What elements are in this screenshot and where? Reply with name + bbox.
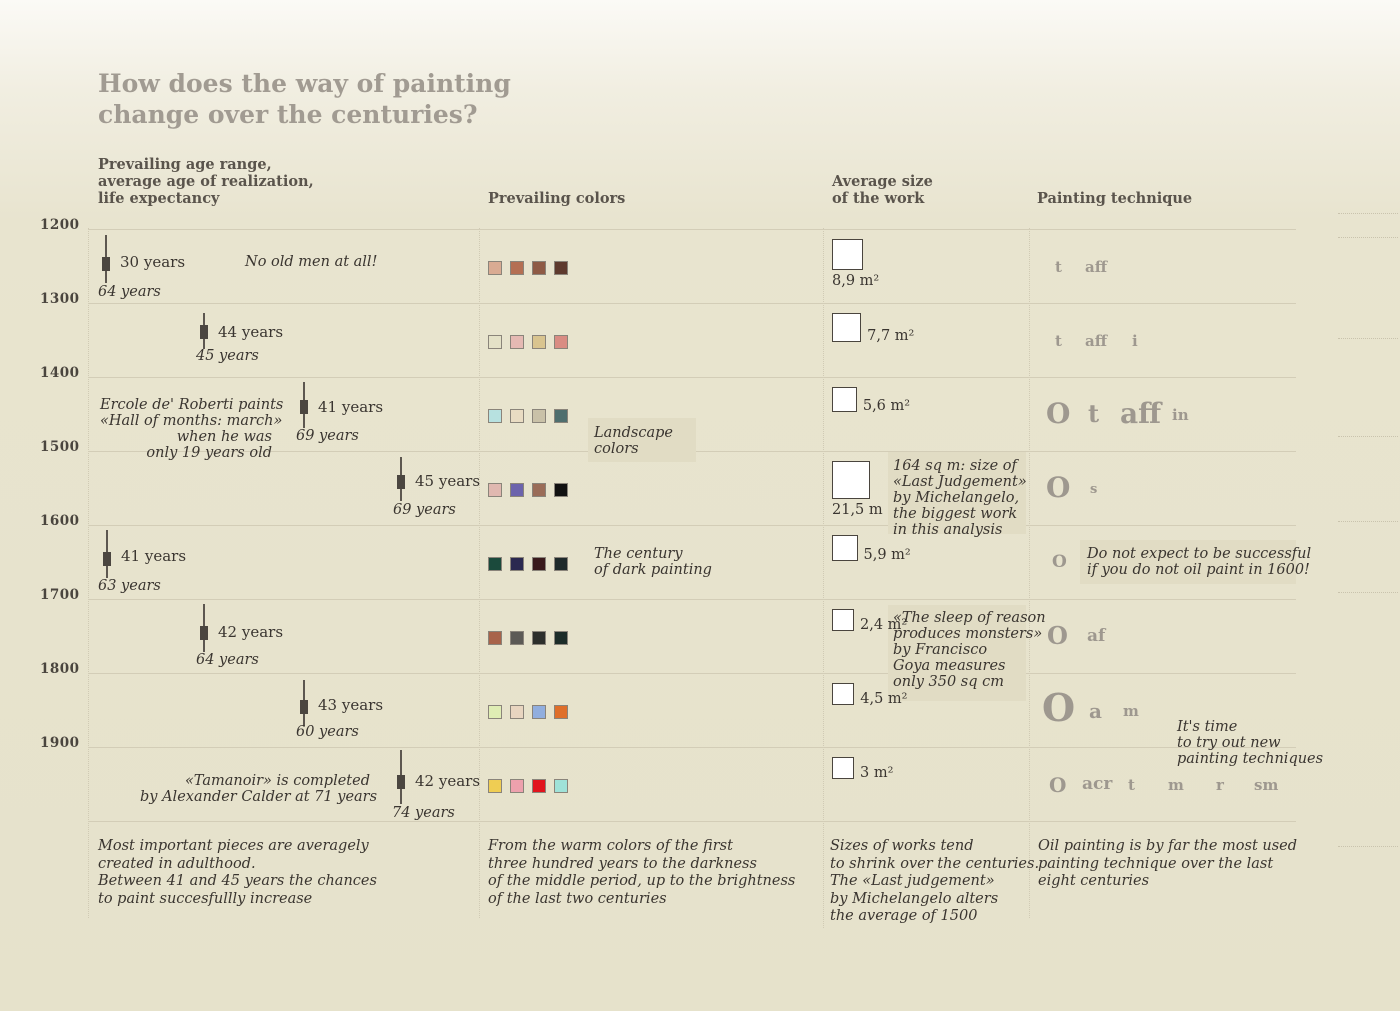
life-expectancy-label: 60 years xyxy=(296,724,359,740)
footer-line: eight centuries xyxy=(1038,873,1150,889)
footer-line: Oil painting is by far the most used xyxy=(1038,838,1298,854)
column-header-technique xyxy=(1037,190,1192,207)
margin-rule xyxy=(1338,213,1398,214)
technique-glyph: O xyxy=(1046,396,1071,430)
color-swatch xyxy=(554,631,568,645)
column-divider xyxy=(479,228,480,918)
age-label: 42 years xyxy=(218,623,284,641)
column-header-age-line: Prevailing age range, xyxy=(98,156,272,173)
technique-glyph: r xyxy=(1216,775,1224,794)
technique-glyph: t xyxy=(1055,331,1062,350)
color-swatch xyxy=(532,705,546,719)
color-swatch xyxy=(510,705,524,719)
life-expectancy-label: 74 years xyxy=(392,805,455,821)
age-range-whisker xyxy=(400,457,402,501)
row-separator xyxy=(88,525,1296,526)
color-swatch xyxy=(532,261,546,275)
annotation-line: only 19 years old xyxy=(146,445,272,461)
annotation-line: 164 sq m: size of xyxy=(893,458,1017,474)
footer-line: created in adulthood. xyxy=(98,855,256,872)
column-header-colors-line: Prevailing colors xyxy=(488,190,626,207)
color-swatch xyxy=(532,335,546,349)
color-swatch xyxy=(532,631,546,645)
color-swatch xyxy=(488,335,502,349)
row-separator xyxy=(88,747,1296,748)
year-tick: 1600 xyxy=(40,513,80,529)
age-label: 44 years xyxy=(218,323,284,341)
column-divider xyxy=(823,228,824,928)
footer-age xyxy=(98,838,377,908)
annotation-line: «The sleep of reason xyxy=(893,610,1046,626)
annotation-line: when he was xyxy=(176,429,272,445)
size-box xyxy=(832,387,857,412)
annotation-line: produces monsters» xyxy=(893,626,1043,642)
column-header-age xyxy=(98,156,314,207)
technique-glyph: in xyxy=(1172,405,1189,424)
footer-line: by Michelangelo alters xyxy=(830,890,999,907)
annotation-line: if you do not oil paint in 1600! xyxy=(1087,562,1310,578)
footer-line: From the warm colors of the first xyxy=(488,838,733,854)
color-swatch xyxy=(554,261,568,275)
size-label: 2,4 m² xyxy=(860,617,908,633)
margin-rule xyxy=(1338,521,1398,522)
technique-glyph: O xyxy=(1049,772,1067,797)
annotation-line: painting techniques xyxy=(1177,751,1324,767)
technique-glyph: af xyxy=(1087,626,1106,647)
footer-line: three hundred years to the darkness xyxy=(488,855,757,872)
annotation-line: by Alexander Calder at 71 years xyxy=(140,789,378,805)
color-swatch xyxy=(554,409,568,423)
year-tick: 1800 xyxy=(40,661,80,677)
age-label: 43 years xyxy=(318,696,384,714)
color-swatch xyxy=(554,557,568,571)
life-expectancy-label: 64 years xyxy=(98,284,161,300)
year-tick: 1400 xyxy=(40,365,80,381)
year-tick: 1700 xyxy=(40,587,80,603)
technique-glyph: t xyxy=(1088,399,1100,429)
color-swatch xyxy=(510,483,524,497)
age-label: 41 years xyxy=(121,547,187,565)
column-header-size xyxy=(832,173,933,207)
technique-glyph: aff xyxy=(1085,257,1108,276)
annotation-goya xyxy=(893,610,1046,690)
annotation-oil xyxy=(1087,546,1311,578)
title-line-2: change over the centuries? xyxy=(98,100,478,129)
size-box xyxy=(832,757,854,779)
age-range-whisker xyxy=(106,530,108,578)
age-label: 42 years xyxy=(415,772,481,790)
technique-glyph: acr xyxy=(1082,774,1113,795)
size-label: 7,7 m² xyxy=(867,328,915,345)
annotation-line: «Hall of months: march» xyxy=(100,413,283,429)
size-box xyxy=(832,313,861,342)
color-swatch xyxy=(532,557,546,571)
footer-technique xyxy=(1038,838,1297,891)
year-tick: 1200 xyxy=(40,217,80,233)
color-swatch xyxy=(510,557,524,571)
annotation-line: The century xyxy=(594,546,683,562)
technique-glyph: O xyxy=(1046,470,1071,504)
year-tick: 1300 xyxy=(40,291,80,307)
title-line-1: How does the way of painting xyxy=(98,69,511,98)
size-label: 5,9 m² xyxy=(863,546,911,563)
technique-glyph: t xyxy=(1128,775,1135,794)
row-separator xyxy=(88,229,1296,230)
annotation-ercole xyxy=(100,397,284,461)
size-box xyxy=(832,461,870,499)
size-label: 3 m² xyxy=(860,765,894,781)
row-separator xyxy=(88,377,1296,378)
column-header-age-line: average age of realization, xyxy=(98,173,314,190)
size-box xyxy=(832,535,858,561)
annotation-line: by Michelangelo, xyxy=(893,490,1020,506)
color-swatch xyxy=(554,779,568,793)
age-range-whisker xyxy=(105,235,107,283)
margin-rule xyxy=(1338,592,1398,593)
chart-title xyxy=(98,68,518,130)
footer-line: The «Last judgement» xyxy=(830,873,995,889)
size-label: 4,5 m² xyxy=(860,691,908,708)
technique-glyph: a xyxy=(1089,698,1102,723)
technique-glyph: m xyxy=(1123,701,1139,720)
size-label: 5,6 m² xyxy=(862,397,911,414)
age-range-whisker xyxy=(203,604,205,652)
annotation-tamanoir xyxy=(140,773,378,805)
age-label: 30 years xyxy=(120,253,186,271)
annotation-line: in this analysis xyxy=(893,522,1003,538)
color-swatch xyxy=(488,779,502,793)
footer-line: Most important pieces are averagely xyxy=(98,838,369,854)
annotation-judgement xyxy=(893,458,1027,538)
annotation-no-old-men xyxy=(245,254,377,270)
technique-glyph: aff xyxy=(1085,331,1108,350)
margin-rule xyxy=(1338,436,1398,437)
row-separator xyxy=(88,821,1296,822)
color-swatch xyxy=(488,261,502,275)
margin-rule xyxy=(1338,237,1398,238)
color-swatch xyxy=(554,705,568,719)
color-swatch xyxy=(532,779,546,793)
technique-glyph: t xyxy=(1055,257,1062,276)
age-range-whisker xyxy=(303,680,305,726)
age-range-whisker xyxy=(400,750,402,804)
annotation-line: Landscape xyxy=(594,425,673,441)
annotation-dark xyxy=(594,546,712,578)
technique-glyph: m xyxy=(1168,775,1184,794)
color-swatch xyxy=(510,631,524,645)
color-swatch xyxy=(488,705,502,719)
size-label: 8,9 m² xyxy=(832,273,880,290)
column-header-colors xyxy=(488,190,625,207)
technique-glyph: s xyxy=(1090,481,1098,497)
color-swatch xyxy=(510,409,524,423)
annotation-line: It's time xyxy=(1177,719,1238,735)
annotation-line: Do not expect to be successful xyxy=(1087,546,1312,562)
color-swatch xyxy=(510,261,524,275)
row-separator xyxy=(88,673,1296,674)
annotation-line: Goya measures xyxy=(893,658,1006,674)
footer-line: Between 41 and 45 years the chances xyxy=(98,873,377,889)
footer-line: of the last two centuries xyxy=(488,890,667,907)
age-label: 45 years xyxy=(415,472,481,490)
color-swatch xyxy=(488,631,502,645)
footer-colors xyxy=(488,838,795,908)
annotation-line: No old men at all! xyxy=(245,254,378,270)
color-swatch xyxy=(488,557,502,571)
footer-line: to shrink over the centuries. xyxy=(830,855,1040,872)
annotation-line: to try out new xyxy=(1177,735,1281,751)
size-box xyxy=(832,609,854,631)
technique-glyph: O xyxy=(1047,621,1068,651)
age-range-whisker xyxy=(203,313,205,349)
life-expectancy-label: 45 years xyxy=(196,348,259,364)
age-range-whisker xyxy=(303,382,305,428)
footer-line: the average of 1500 xyxy=(830,908,978,924)
column-header-technique-line: Painting technique xyxy=(1037,190,1193,207)
color-swatch xyxy=(554,483,568,497)
annotation-line: by Francisco xyxy=(893,642,988,658)
technique-glyph: sm xyxy=(1254,775,1279,794)
annotation-new-techniques xyxy=(1177,719,1323,767)
size-label: 21,5 m xyxy=(832,502,883,518)
annotation-line: «Last Judgement» xyxy=(893,474,1027,490)
annotation-line: of dark painting xyxy=(594,562,712,578)
column-header-size-line: Average size xyxy=(832,173,933,190)
column-header-size-line: of the work xyxy=(832,190,925,207)
color-swatch xyxy=(532,483,546,497)
annotation-line: the biggest work xyxy=(893,506,1018,522)
technique-glyph: O xyxy=(1042,685,1076,731)
annotation-line: «Tamanoir» is completed xyxy=(184,773,370,789)
color-swatch xyxy=(510,335,524,349)
technique-glyph: O xyxy=(1052,552,1067,573)
life-expectancy-label: 63 years xyxy=(98,578,161,594)
size-box xyxy=(832,239,863,270)
footer-line: painting technique over the last xyxy=(1038,855,1274,872)
footer-line: Sizes of works tend xyxy=(830,838,974,854)
year-tick: 1500 xyxy=(40,439,80,455)
color-swatch xyxy=(554,335,568,349)
row-separator xyxy=(88,303,1296,304)
color-swatch xyxy=(532,409,546,423)
annotation-landscape xyxy=(594,425,673,457)
life-expectancy-label: 69 years xyxy=(393,502,456,518)
life-expectancy-label: 69 years xyxy=(296,428,359,444)
technique-glyph: aff xyxy=(1120,396,1162,430)
color-swatch xyxy=(488,409,502,423)
year-tick: 1900 xyxy=(40,735,80,751)
row-separator xyxy=(88,599,1296,600)
footer-size xyxy=(830,838,1039,926)
column-header-age-line: life expectancy xyxy=(98,190,220,207)
margin-rule xyxy=(1338,846,1398,847)
footer-line: to paint succesfullly increase xyxy=(98,890,313,907)
color-swatch xyxy=(488,483,502,497)
age-label: 41 years xyxy=(318,398,384,416)
technique-glyph: i xyxy=(1132,331,1138,350)
size-box xyxy=(832,683,854,705)
column-divider xyxy=(88,228,89,918)
life-expectancy-label: 64 years xyxy=(196,652,259,668)
annotation-line: colors xyxy=(594,441,639,457)
annotation-line: only 350 sq cm xyxy=(893,674,1004,690)
annotation-line: Ercole de' Roberti paints xyxy=(100,397,284,413)
color-swatch xyxy=(510,779,524,793)
footer-line: of the middle period, up to the brightness xyxy=(488,873,796,889)
margin-rule xyxy=(1338,338,1398,339)
column-divider xyxy=(1029,228,1030,918)
